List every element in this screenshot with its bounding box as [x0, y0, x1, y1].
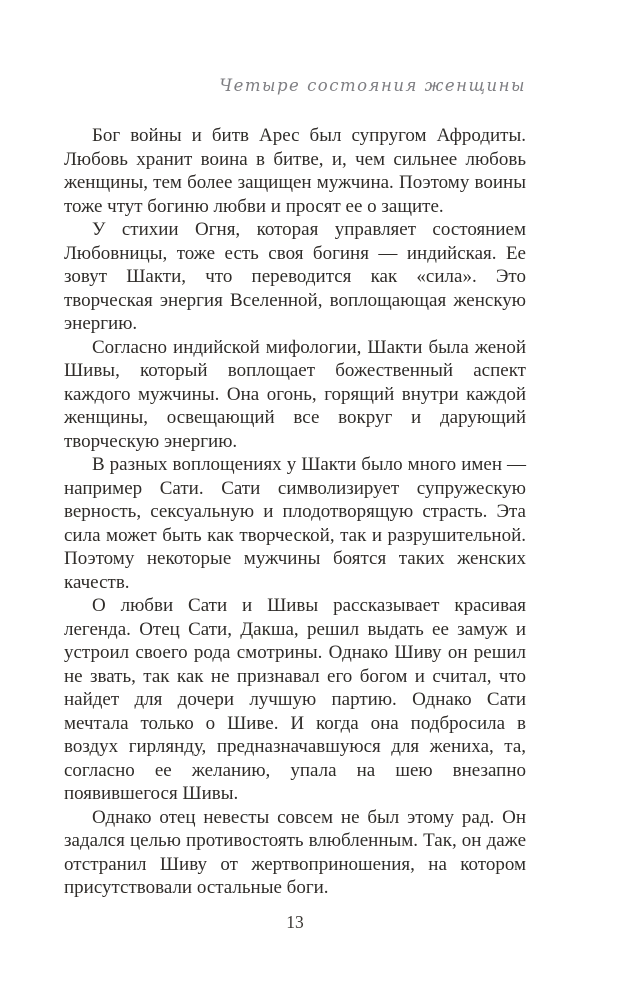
running-title: Четыре состояния женщины	[219, 76, 526, 95]
paragraph: В разных воплощениях у Шакти было много имен — например Сати. Сати символизирует супружескую верность, сексуальную и плодотворящую страсть. Эта сила может быть как творческой, так и разрушительной. Поэтому некоторые мужчины боятся таких женских качеств.	[64, 454, 526, 593]
paragraph: Однако отец невесты совсем не был этому рад. Он задался целью противостоять влюбленным. Так, он даже отстранил Шиву от жертвоприношения, на котором присутствовали остальные боги.	[64, 806, 526, 898]
paragraph: Согласно индийской мифологии, Шакти была женой Шивы, который воплощает божественный аспект каждого мужчины. Она огонь, горящий внутри каждой женщины, освещающий все вокруг и дарующий творческую энергию.	[64, 336, 526, 452]
paragraph: Бог войны и битв Арес был супругом Афродиты. Любовь хранит воина в битве, и, чем сильнее любовь женщины, тем более защищен мужчина. Поэтому воины тоже чтут богиню любви и просят ее о защите.	[64, 125, 526, 217]
body-text	[64, 124, 526, 900]
paragraph: О любви Сати и Шивы рассказывает красивая легенда. Отец Сати, Дакша, решил выдать ее замуж и устроил своего рода смотрины. Однако Шиву он решил не звать, так как не признавал его богом и считал, что найдет для дочери лучшую партию. Однако Сати мечтала только о Шиве. И когда она подбросила в воздух гирлянду, предназначавшуюся для жениха, та, согласно ее желанию, упала на шею внезапно появившегося Шивы.	[64, 595, 526, 804]
page-number: 13	[286, 912, 304, 932]
paragraph: У стихии Огня, которая управляет состоянием Любовницы, тоже есть своя богиня — индийская. Ее зовут Шакти, что переводится как «сила». Это творческая энергия Вселенной, воплощающая женскую энергию.	[64, 219, 526, 334]
